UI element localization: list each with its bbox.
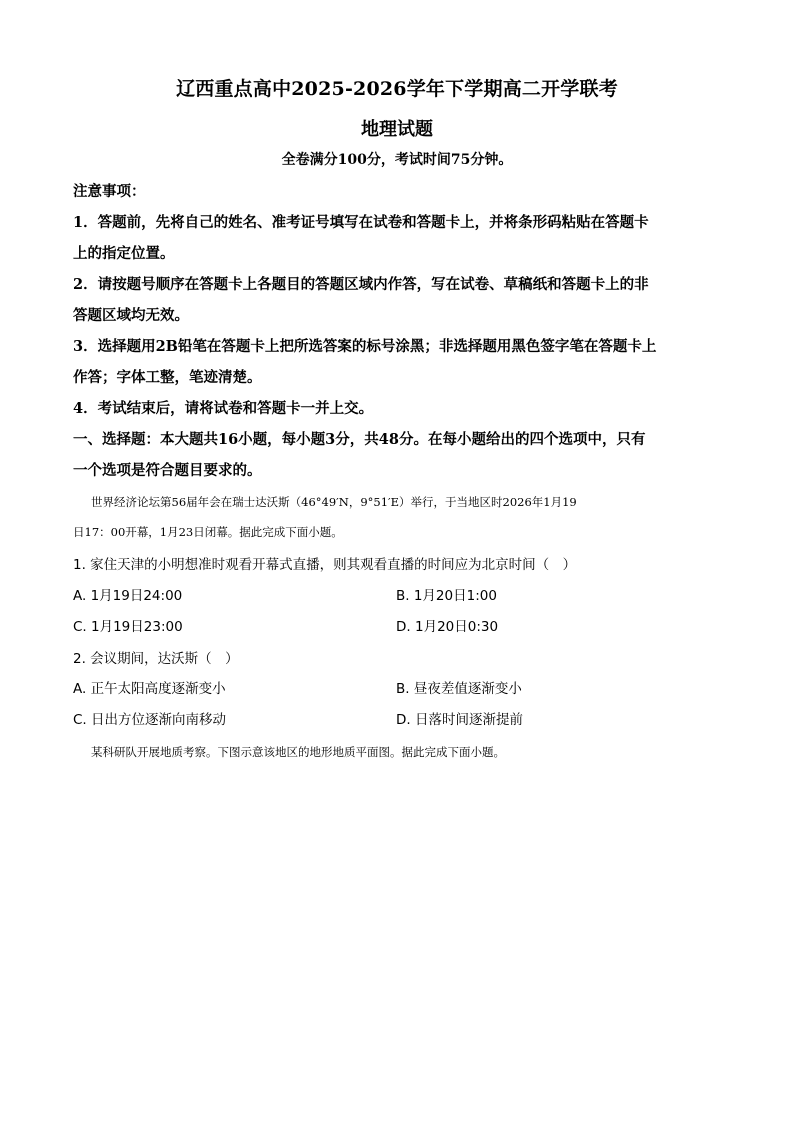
question-1-option-a: A. 1月19日24:00 <box>73 588 183 604</box>
notice-heading: 注意事项： <box>73 183 146 200</box>
notice-line: 答题区域均无效。 <box>73 307 189 324</box>
question-2-option-a: A. 正午太阳高度逐渐变小 <box>73 681 226 697</box>
score-time-info: 全卷满分100分，考试时间75分钟。 <box>281 152 513 168</box>
section-heading: 一、选择题：本大题共16小题，每小题3分，共48分。在每小题给出的四个选项中，只有 <box>73 431 646 448</box>
question-2-option-c: C. 日出方位逐渐向南移动 <box>73 712 227 728</box>
notice-line: 4．考试结束后，请将试卷和答题卡一并上交。 <box>73 400 374 417</box>
passage-text: 某科研队开展地质考察。下图示意该地区的地形地质平面图。据此完成下面小题。 <box>91 745 505 759</box>
exam-title: 辽西重点高中2025-2026学年下学期高二开学联考 <box>176 78 618 100</box>
question-2-option-d: D. 日落时间逐渐提前 <box>396 712 523 728</box>
notice-line: 2．请按题号顺序在答题卡上各题目的答题区域内作答，写在试卷、草稿纸和答题卡上的非 <box>73 276 649 293</box>
exam-subject: 地理试题 <box>361 119 433 140</box>
notice-line: 作答；字体工整，笔迹清楚。 <box>73 369 262 386</box>
passage-text: 世界经济论坛第56届年会在瑞士达沃斯（46°49′N，9°51′E）举行，于当地区时2026年1月19 <box>91 495 577 509</box>
section-heading: 一个选项是符合题目要求的。 <box>73 462 262 479</box>
question-1-stem: 1. 家住天津的小明想准时观看开幕式直播，则其观看直播的时间应为北京时间（ ） <box>73 557 577 573</box>
notice-line: 上的指定位置。 <box>73 245 175 262</box>
question-2-stem: 2. 会议期间，达沃斯（ ） <box>73 651 239 667</box>
question-1-option-c: C. 1月19日23:00 <box>73 619 183 635</box>
question-1-option-d: D. 1月20日0:30 <box>396 619 499 635</box>
notice-line: 1．答题前，先将自己的姓名、准考证号填写在试卷和答题卡上，并将条形码粘贴在答题卡 <box>73 214 649 231</box>
notice-line: 3．选择题用2B铅笔在答题卡上把所选答案的标号涂黑；非选择题用黑色签字笔在答题卡上 <box>73 338 657 355</box>
question-1-option-b: B. 1月20日1:00 <box>396 588 497 604</box>
passage-text: 日17：00开幕，1月23日闭幕。据此完成下面小题。 <box>73 525 343 539</box>
question-2-option-b: B. 昼夜差值逐渐变小 <box>396 681 522 697</box>
